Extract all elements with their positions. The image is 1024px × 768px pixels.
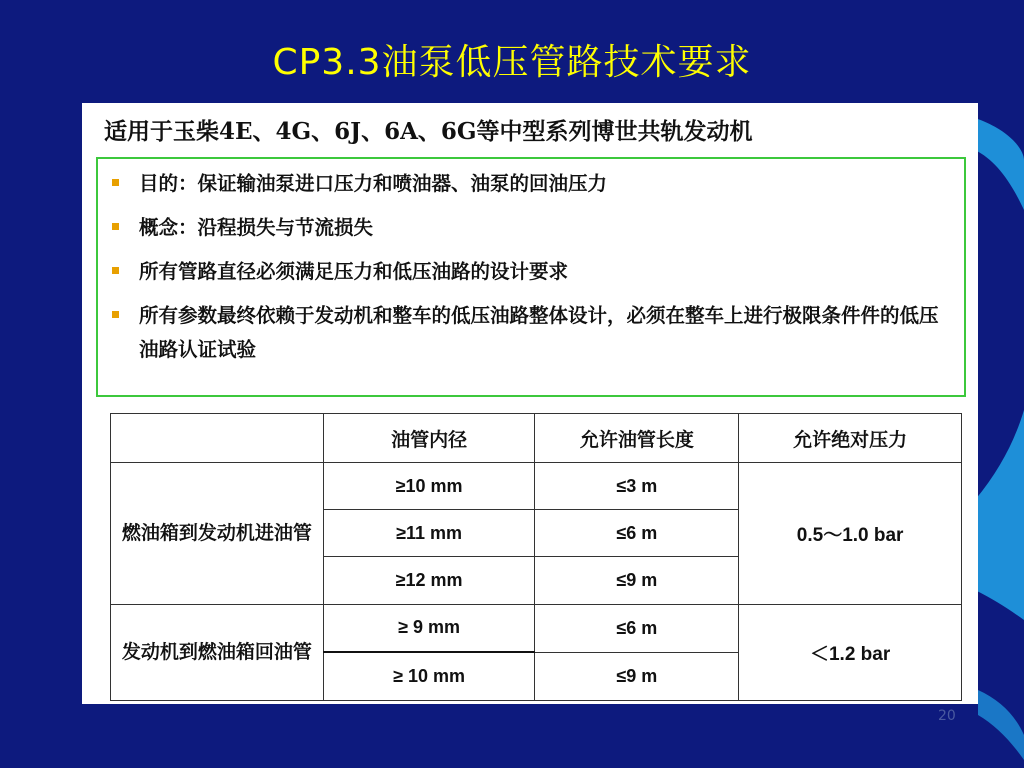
table-header-cell: 允许绝对压力: [739, 414, 962, 463]
square-bullet-icon: [112, 223, 119, 230]
length-cell: ≤3 m: [535, 463, 739, 510]
table-header-cell: [111, 414, 324, 463]
square-bullet-icon: [112, 179, 119, 186]
diameter-cell: ≥11 mm: [323, 510, 535, 557]
table-row: [111, 604, 962, 652]
length-cell: ≤9 m: [535, 557, 739, 604]
bullet-text: 所有管路直径必须满足压力和低压油路的设计要求: [139, 260, 569, 283]
pressure-cell: ＜1.2 bar: [739, 604, 962, 700]
bullet-item: [112, 299, 952, 367]
group-label-cell: 发动机到燃油箱回油管: [111, 604, 324, 700]
bullet-text: 概念：沿程损失与节流损失: [139, 216, 374, 239]
length-cell: ≤6 m: [535, 604, 739, 652]
diameter-cell: ≥10 mm: [323, 463, 535, 510]
slide-title: CP3.3油泵低压管路技术要求: [272, 42, 752, 83]
square-bullet-icon: [112, 267, 119, 274]
diameter-cell: ≥ 9 mm: [323, 604, 535, 652]
length-cell: ≤9 m: [535, 652, 739, 700]
pressure-cell: 0.5～1.0 bar: [739, 463, 962, 605]
fuel-line-spec-table: [110, 413, 962, 701]
bullet-text: 目的：保证输油泵进口压力和喷油器、油泵的回油压力: [139, 172, 608, 195]
length-cell: ≤6 m: [535, 510, 739, 557]
diameter-cell: ≥12 mm: [323, 557, 535, 604]
bullet-item: [112, 211, 952, 245]
table-row: [111, 463, 962, 510]
table-header-row: [111, 414, 962, 463]
bullet-box: [96, 157, 966, 397]
table-header-cell: 油管内径: [323, 414, 535, 463]
applicability-subtitle: 适用于玉柴4E、4G、6J、6A、6G等中型系列博世共轨发动机: [104, 118, 753, 145]
square-bullet-icon: [112, 311, 119, 318]
table-header-cell: 允许油管长度: [535, 414, 739, 463]
diameter-cell: ≥ 10 mm: [323, 652, 535, 700]
page-number: 20: [938, 708, 956, 724]
content-panel: [82, 103, 978, 704]
bullet-item: [112, 167, 952, 201]
bullet-text: 所有参数最终依赖于发动机和整车的低压油路整体设计，必须在整车上进行极限条件件的低压油路认证试验: [139, 304, 939, 361]
group-label-cell: 燃油箱到发动机进油管: [111, 463, 324, 605]
bullet-item: [112, 255, 952, 289]
